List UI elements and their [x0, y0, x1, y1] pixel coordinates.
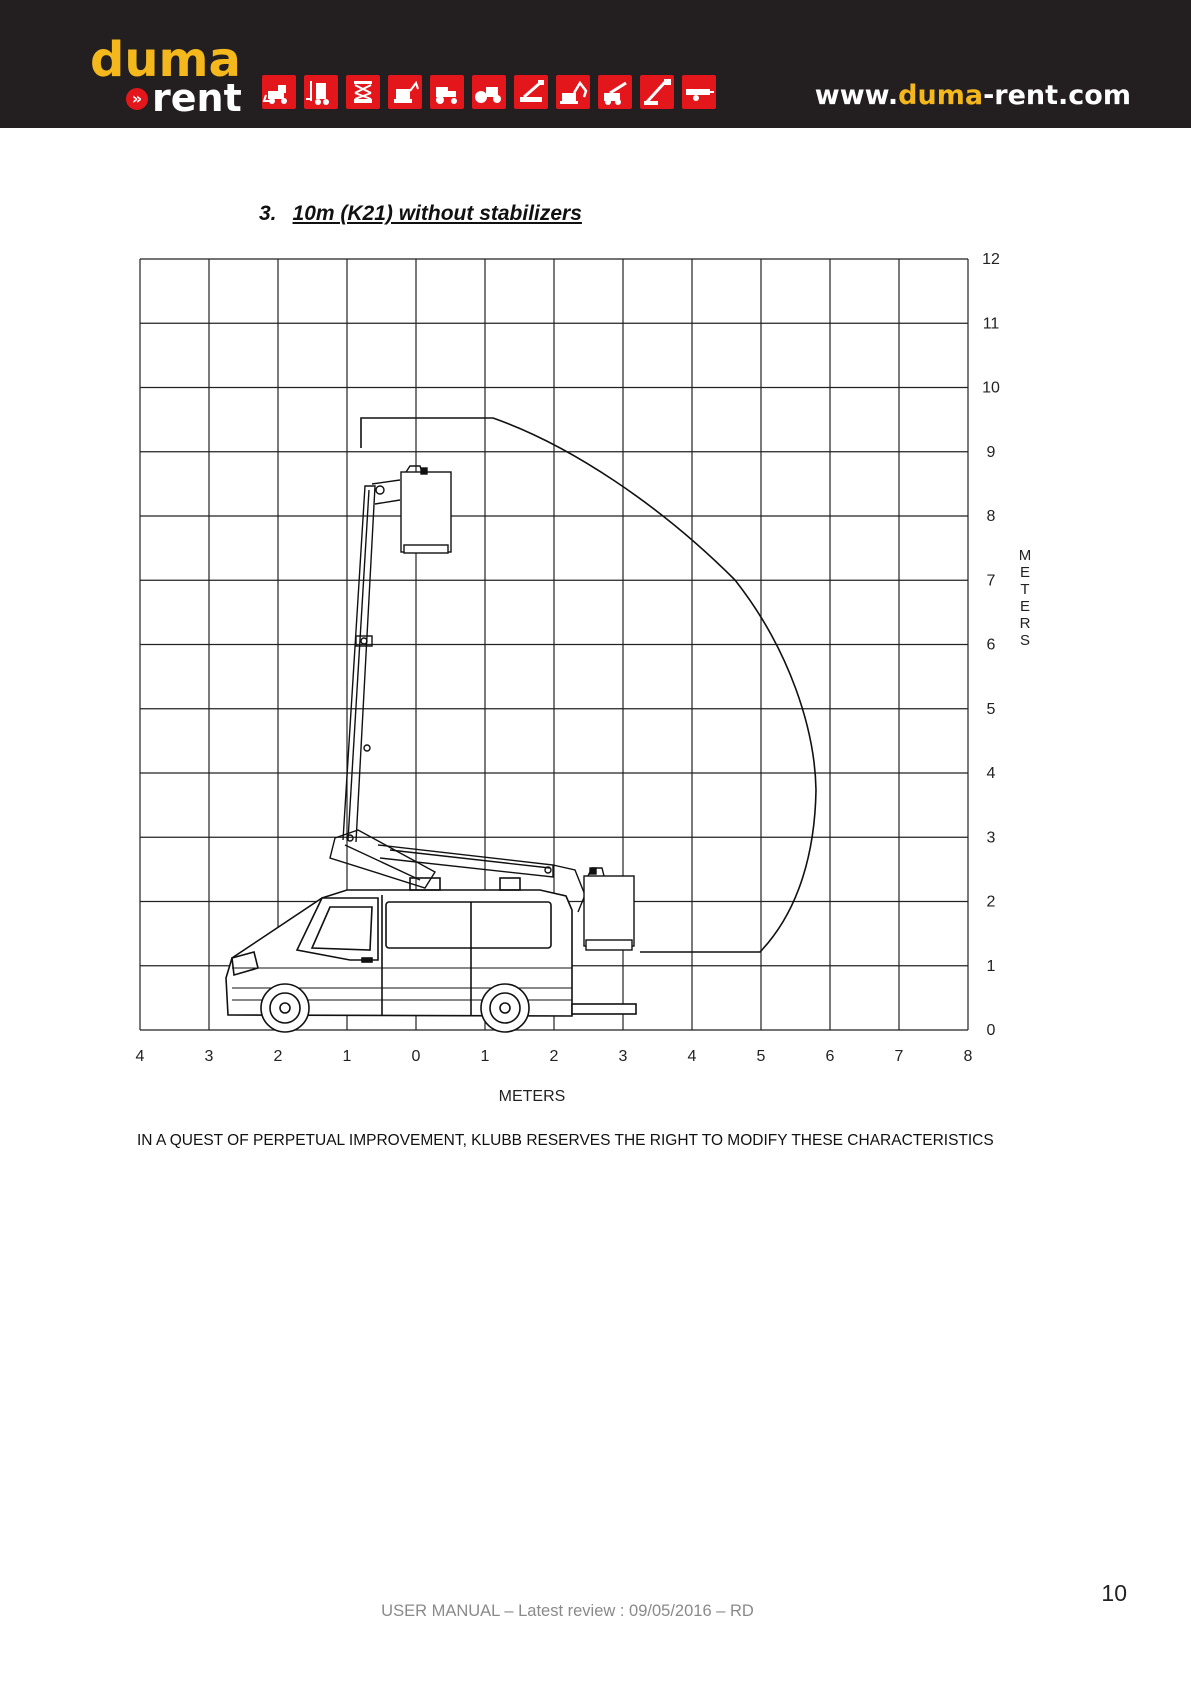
y-tick-label: 7: [986, 572, 996, 590]
y-axis-ticks: [982, 251, 1000, 1039]
y-axis-label-letter: E: [1019, 564, 1031, 581]
modification-notice: IN A QUEST OF PERPETUAL IMPROVEMENT, KLUBB RESERVES THE RIGHT TO MODIFY THESE CHARACTERISTICS: [137, 1132, 994, 1149]
y-tick-label: 6: [986, 636, 996, 654]
y-tick-label: 1: [986, 957, 996, 975]
x-tick-label: 8: [963, 1048, 973, 1065]
footer-text: USER MANUAL – Latest review : 09/05/2016 – RD: [381, 1602, 754, 1620]
y-axis-label-letter: S: [1019, 632, 1031, 649]
y-tick-label: 11: [982, 315, 1000, 333]
y-axis-label-letter: T: [1020, 581, 1030, 598]
chevron-icon: »: [126, 88, 148, 110]
y-axis-label-letter: R: [1019, 615, 1031, 632]
x-tick-label: 1: [480, 1048, 490, 1065]
section-number: 3.: [259, 202, 277, 225]
y-tick-label: 0: [986, 1022, 996, 1039]
x-tick-label: 5: [756, 1048, 766, 1065]
x-tick-label: 1: [342, 1048, 352, 1065]
url-highlight: duma: [898, 80, 984, 111]
y-tick-label: 9: [986, 443, 996, 461]
x-tick-label: 0: [411, 1048, 421, 1065]
y-tick-label: 12: [982, 251, 1000, 268]
x-axis-label: METERS: [498, 1088, 566, 1105]
x-tick-label: 4: [135, 1048, 145, 1065]
y-tick-label: 5: [986, 700, 996, 718]
y-axis-label: [1019, 547, 1032, 649]
y-tick-label: 10: [982, 379, 1000, 397]
logo-duma-text: duma: [90, 32, 241, 88]
url-suffix: -rent.com: [983, 80, 1131, 111]
upper-basket: [401, 466, 451, 553]
y-tick-label: 8: [986, 508, 996, 525]
x-tick-label: 6: [825, 1048, 835, 1065]
page-number: 10: [1101, 1580, 1127, 1606]
y-tick-label: 2: [986, 893, 996, 911]
section-title-text: 10m (K21) without stabilizers: [292, 202, 582, 225]
x-tick-label: 7: [894, 1048, 904, 1065]
y-tick-label: 3: [986, 829, 996, 847]
x-tick-label: 3: [204, 1048, 214, 1065]
lower-basket: [584, 868, 634, 950]
url-prefix: www.: [814, 80, 899, 111]
x-tick-label: 4: [687, 1048, 697, 1065]
y-axis-label-letter: M: [1018, 547, 1032, 564]
x-tick-label: 2: [549, 1048, 559, 1065]
upper-boom-arm: [343, 480, 400, 842]
x-axis-ticks: [136, 1048, 973, 1065]
x-tick-label: 3: [618, 1048, 628, 1065]
y-axis-label-letter: E: [1019, 598, 1031, 615]
logo-rent-text: rent: [152, 76, 242, 120]
x-tick-label: 2: [273, 1048, 283, 1065]
y-tick-label: 4: [986, 765, 996, 782]
